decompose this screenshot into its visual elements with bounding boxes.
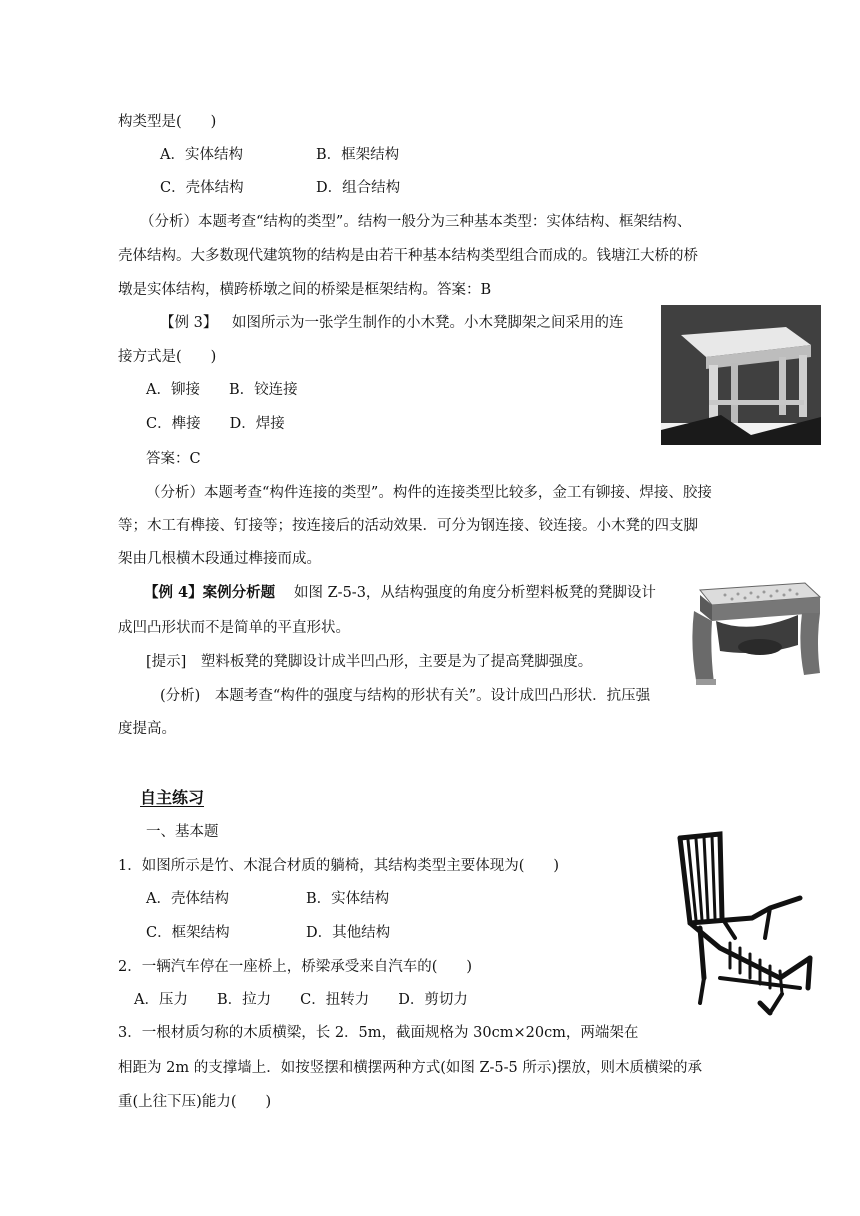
question-2-options: A．压力 B．拉力 C．扭转力 D．剪切力	[134, 992, 468, 1008]
analysis-paragraph: (分析) 本题考查“构件的强度与结构的形状有关”。设计成凹凸形状．抗压强	[160, 688, 651, 704]
question-stem-continuation: 构类型是( )	[118, 114, 217, 130]
question-1: 1．如图所示是竹、木混合材质的躺椅，其结构类型主要体现为( )	[118, 858, 560, 874]
example-3-options: A．铆接 B．铰连接	[146, 382, 298, 398]
question-3: 3．一根材质匀称的木质横梁，长 2．5m，截面规格为 30cm×20cm，两端架在	[118, 1025, 639, 1041]
question-3: 重(上往下压)能力( )	[118, 1094, 272, 1110]
example-4-label: 【例 4】案例分析题	[144, 584, 276, 601]
example-3-question: 接方式是( )	[118, 349, 217, 365]
option-b: B．实体结构	[306, 891, 390, 907]
plastic-stool-image	[680, 575, 830, 695]
wooden-stool-image	[661, 305, 821, 445]
option-c: C．壳体结构	[160, 180, 244, 196]
example-4-hint: [提示] 塑料板凳的凳脚设计成半凹凸形，主要是为了提高凳脚强度。	[146, 654, 593, 670]
example-3-label: 【例 3】	[160, 315, 218, 331]
example-3-question: 如图所示为一张学生制作的小木凳。小木凳脚架之间采用的连	[232, 315, 624, 331]
section-title: 自主练习	[140, 788, 205, 807]
analysis-paragraph: （分析）本题考查“结构的类型”。结构一般分为三种基本类型：实体结构、框架结构、	[140, 214, 692, 230]
option-d: D．其他结构	[306, 925, 391, 941]
example-4-question: 如图 Z-5-3，从结构强度的角度分析塑料板凳的凳脚设计	[294, 585, 656, 601]
question-3: 相距为 2m 的支撑墙上．如按竖摆和横摆两种方式(如图 Z-5-5 所示)摆放，则木质横梁的承	[118, 1060, 703, 1076]
analysis-paragraph: 等；木工有榫接、钉接等；按连接后的活动效果．可分为钢连接、铰连接。小木凳的四支脚	[118, 518, 698, 534]
analysis-paragraph: （分析）本题考查“构件连接的类型”。构件的连接类型比较多，金工有铆接、焊接、胶接	[146, 485, 712, 501]
example-4-question: 成凹凸形状而不是简单的平直形状。	[118, 620, 350, 636]
analysis-paragraph: 度提高。	[118, 721, 176, 737]
option-a: A．壳体结构	[146, 891, 229, 907]
example-3-answer: 答案：C	[146, 451, 201, 467]
question-2: 2．一辆汽车停在一座桥上，桥梁承受来自汽车的( )	[118, 959, 473, 975]
option-a: A．实体结构	[160, 147, 243, 163]
reclining-chair-image	[660, 828, 830, 1018]
subsection-title: 一、基本题	[146, 824, 219, 840]
analysis-paragraph: 墩是实体结构，横跨桥墩之间的桥梁是框架结构。答案：B	[118, 282, 492, 298]
option-c: C．框架结构	[146, 925, 230, 941]
analysis-paragraph: 壳体结构。大多数现代建筑物的结构是由若干种基本结构类型组合而成的。钱塘江大桥的桥	[118, 248, 698, 264]
option-b: B．框架结构	[316, 147, 400, 163]
analysis-paragraph: 架由几根横木段通过榫接而成。	[118, 551, 321, 567]
example-3-options: C．榫接 D．焊接	[146, 416, 285, 432]
option-d: D．组合结构	[316, 180, 401, 196]
